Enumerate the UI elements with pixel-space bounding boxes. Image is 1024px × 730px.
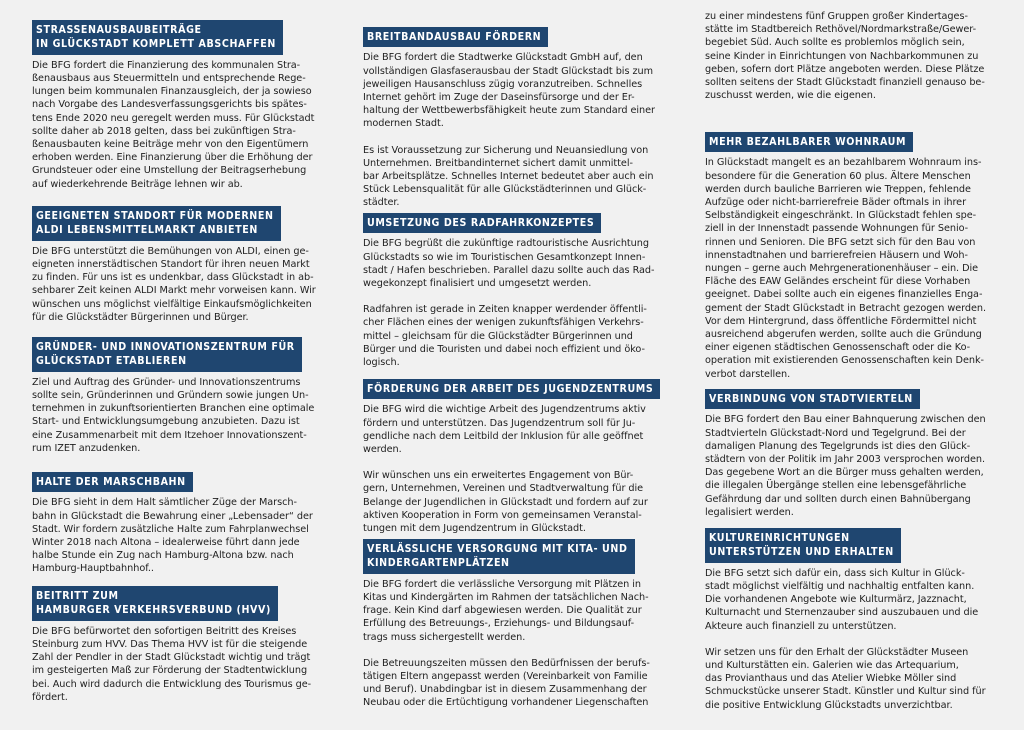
section-body xyxy=(32,245,332,324)
section-body xyxy=(363,403,661,535)
section-kita-continued xyxy=(705,10,997,102)
section-heading: STRASSENAUSBAUBEITRÄGE IN GLÜCKSTADT KOMPLETT ABSCHAFFEN xyxy=(32,20,283,55)
section-jugendzentrum xyxy=(363,377,661,535)
section-heading: KULTUREINRICHTUNGEN UNTERSTÜTZEN UND ERHALTEN xyxy=(705,528,901,563)
paragraph: Die BFG fordert die verlässliche Versorgung mit Plätzen in Kitas und Kindergärten im Rahmen der tatsächlichen Nach- frage. Kein Kind darf abgewiesen werden. Die Qualität zur Erfüllung des Betreuungs-, Erziehungs- und Bildungsauf- trags muss sichergestellt werden. xyxy=(363,578,649,643)
section-heading: UMSETZUNG DES RADFAHRKONZEPTES xyxy=(363,213,601,233)
paragraph: Die BFG befürwortet den sofortigen Beitritt des Kreises Steinburg zum HVV. Das Thema HVV ist für die steigende Zahl der Pendler in der Stadt Glückstadt wichtig und trägt im gesteigerten Maß zur Förderung der Stadtentwicklung bei. Auch wird dadurch die Entwicklung des Tourismus ge- fördert. xyxy=(32,625,312,703)
section-heading: BEITRITT ZUM HAMBURGER VERKEHRSVERBUND (HVV) xyxy=(32,586,278,621)
paragraph: Die BFG fordert den Bau einer Bahnquerung zwischen den Stadtvierteln Glückstadt-Nord und Tegelgrund. Bei der damaligen Planung des Tegelgrunds ist dies den Glück- städtern von der Politik im Jahr 2003 versprochen worden. Das gegebene Wort an die Bürger muss gehalten werden, die illegalen Übergänge stellen eine lebensgefährliche Gefährdung dar und sollten durch einen Bahnübergang legalisiert werden. xyxy=(705,414,986,518)
section-aldi xyxy=(32,206,332,324)
section-body xyxy=(32,625,332,704)
section-body xyxy=(363,578,661,710)
paragraph: Die BFG begrüßt die zukünftige radtouristische Ausrichtung Glückstadts so wie im Touristischen Gesamtkonzept Innen- stadt / Hafen beschrieben. Parallel dazu sollte auch das Rad- wegekonzept finalisiert und umgesetzt werden. xyxy=(363,238,655,290)
section-heading: VERBINDUNG VON STADTVIERTELN xyxy=(705,389,920,409)
section-heading: BREITBANDAUSBAU FÖRDERN xyxy=(363,27,548,47)
section-heading: FÖRDERUNG DER ARBEIT DES JUGENDZENTRUMS xyxy=(363,379,660,399)
paragraph: Die BFG unterstützt die Bemühungen von ALDI, einen ge- eigneten innerstädtischen Standort für ihren neuen Markt zu finden. Für uns ist es undenkbar, dass Glückstadt in ab- sehbarer Zeit keinen ALDI Markt mehr vorweisen kann. Wir wünschen uns möglichst vielfältige Einkaufsmöglichkeiten für die Glückstädter Bürgerinnen und Bürger. xyxy=(32,245,316,323)
paragraph: Die BFG fordert die Stadtwerke Glückstadt GmbH auf, den vollständigen Glasfaserausbau der Stadt Glückstadt bis zum jeweiligen Hausanschluss zügig voranzutreiben. Schnelles Internet gehört im Zuge der Daseinsfürsorge und der Er- haltung der Wettbewerbsfähigkeit heute zum Standard einer modernen Stadt. xyxy=(363,52,655,130)
section-heading: HALTE DER MARSCHBAHN xyxy=(32,472,193,492)
section-body xyxy=(363,237,661,369)
section-gruenderzentrum xyxy=(32,337,332,455)
section-heading: MEHR BEZAHLBARER WOHNRAUM xyxy=(705,132,913,152)
paragraph: Die BFG setzt sich dafür ein, dass sich Kultur in Glück- stadt möglichst vielfältig und nachhaltig entfalten kann. Die vorhandenen Angebote wie Kulturmärz, Jazznacht, Kulturnacht und Sternenzauber sind auszubauen und die Akteure auch finanziell zu unterstützen. xyxy=(705,567,979,632)
section-radfahr xyxy=(363,211,661,369)
paragraph: Es ist Voraussetzung zur Sicherung und Neuansiedlung von Unternehmen. Breitbandinternet sichert damit unmittel- bar Arbeitsplätze. Schnelles Internet bedeutet aber auch ein Stück Lebensqualität für alle Glückstädterinnen und Glück- städter. xyxy=(363,144,654,209)
section-heading: VERLÄSSLICHE VERSORGUNG MIT KITA- UND KINDERGARTENPLÄTZEN xyxy=(363,539,635,574)
paragraph: Die BFG wird die wichtige Arbeit des Jugendzentrums aktiv fördern und unterstützen. Das Jugendzentrum soll für Ju- gendliche nach dem Leitbild der Inklusion für alle geöffnet werden. xyxy=(363,404,646,456)
section-strassenausbau xyxy=(32,20,332,191)
section-kita xyxy=(363,539,661,710)
section-body xyxy=(32,59,332,191)
section-body xyxy=(705,156,997,380)
paragraph: Die BFG sieht in dem Halt sämtlicher Züge der Marsch- bahn in Glückstadt die Bewahrung einer „Lebensader“ der Stadt. Wir fordern zusätzliche Halte zum Fahrplanwechsel Winter 2018 nach Altona – idealerweise führt dann jede halbe Stunde ein Zug nach Hamburg-Altona bzw. nach Hamburg-Hauptbahnhof.. xyxy=(32,497,313,575)
paragraph: Die BFG fordert die Finanzierung des kommunalen Stra- ßenausbaus aus Steuermitteln und entsprechende Rege- lungen beim kommunalen Finanzausgleich, der ja sowieso nach Vorgabe des Landesverfassungsgerichts bis spätes- tens Ende 2020 neu geregelt werden muss. Für Glückstadt sollte daher ab 2018 gelten, dass bei zukünftigen Stra- ßenausbauten keine Beiträge mehr von den Eigentümern erhoben werden. Eine Finanzierung über die Erhöhung der Grundsteuer oder eine Umstellung der Beitragserhebung auf wiederkehrende Beiträge lehnen wir ab. xyxy=(32,59,315,190)
section-body xyxy=(705,567,997,712)
section-stadtviertel xyxy=(705,387,997,519)
section-heading: GRÜNDER- UND INNOVATIONSZENTRUM FÜR GLÜCKSTADT ETABLIEREN xyxy=(32,337,302,372)
section-body xyxy=(32,496,332,575)
paragraph: In Glückstadt mangelt es an bezahlbarem Wohnraum ins- besondere für die Generation 60 plus. Ältere Menschen werden durch bauliche Barrieren wie Treppen, fehlende Aufzüge oder nicht-barrierefreie Bäder oftmals in ihrer Selbständigkeit eingeschränkt. In Glückstadt fehlen spe- ziell in der Innenstadt passende Wohnungen für Senio- rinnen und Senioren. Die BFG setzt sich für den Bau von innenstadtnahen und barrierefreien Häusern und Woh- nungen – gerne auch Mehrgenerationenhäuser – ein. Die Fläche des EAW Geländes erscheint für diese Vorhaben geeignet. Dabei sollte auch ein eigenes finanzielles Enga- gement der Stadt Glückstadt in Betracht gezogen werden. Vor dem Hintergrund, dass öffentliche Fördermittel nicht ausreichend abgerufen werden, sollte auch die Gründung einer eigenen städtischen Genossenschaft oder die Ko- operation mit existierenden Genossenschaften kein Denk- verbot darstellen. xyxy=(705,157,986,380)
paragraph: Die Betreuungszeiten müssen den Bedürfnissen der berufs- tätigen Eltern angepasst werden (Vereinbarkeit von Familie und Beruf). Unabdingbar ist in diesem Zusammenhang der Neubau oder die Ertüchtigung vorhandener Liegenschaften xyxy=(363,657,650,709)
paragraph: Wir setzen uns für den Erhalt der Glückstädter Museen und Kulturstätten ein. Galerien wie das Artequarium, das Provianthaus und das Atelier Wiebke Möller sind Schmuckstücke unserer Stadt. Künstler und Kultur sind für die positive Entwicklung Glückstadts unverzichtbar. xyxy=(705,646,986,711)
paragraph: zu einer mindestens fünf Gruppen großer Kindertages- stätte im Stadtbereich Rethövel/Nordmarkstraße/Gewer- begebiet Süd. Auch sollte es problemlos möglich sein, seine Kinder in Einrichtungen von Nachbarkommunen zu geben, sofern dort Plätze angeboten werden. Diese Plätze sollten seitens der Stadt Glückstadt finanziell genauso be- zuschusst werden, wie die eigenen. xyxy=(705,11,985,102)
paragraph: Ziel und Auftrag des Gründer- und Innovationszentrums sollte sein, Gründerinnen und Gründern sowie jungen Un- ternehmen in zukunftsorientierten Branchen eine optimale Start- und Entwicklungsumgebung anzubieten. Dazu ist eine Zusammenarbeit mit dem Itzehoer Innovationszent- rum IZET anzudenken. xyxy=(32,376,315,454)
section-hvv xyxy=(32,586,332,704)
section-wohnraum xyxy=(705,130,997,381)
section-heading: GEEIGNETEN STANDORT FÜR MODERNEN ALDI LEBENSMITTELMARKT ANBIETEN xyxy=(32,206,281,241)
section-body xyxy=(705,413,997,519)
section-body xyxy=(363,51,661,209)
section-kultur xyxy=(705,528,997,712)
section-marschbahn xyxy=(32,470,332,576)
section-breitband xyxy=(363,25,661,210)
paragraph: Wir wünschen uns ein erweitertes Engagement von Bür- gern, Unternehmen, Vereinen und Stadtverwaltung für die Belange der Jugendlichen in Glückstadt und fordern auf zur aktiven Kooperation in Form von gemeinsamen Veranstal- tungen mit dem Jugendzentrum in Glückstadt. xyxy=(363,470,648,535)
section-body xyxy=(32,376,332,455)
paragraph: Radfahren ist gerade in Zeiten knapper werdender öffentli- cher Flächen eines der wenigen zukunftsfähigen Verkehrs- mittel – gleichsam für die Glückstädter Bürgerinnen und Bürger und die Touristen und dabei noch effizient und öko- logisch. xyxy=(363,304,647,369)
